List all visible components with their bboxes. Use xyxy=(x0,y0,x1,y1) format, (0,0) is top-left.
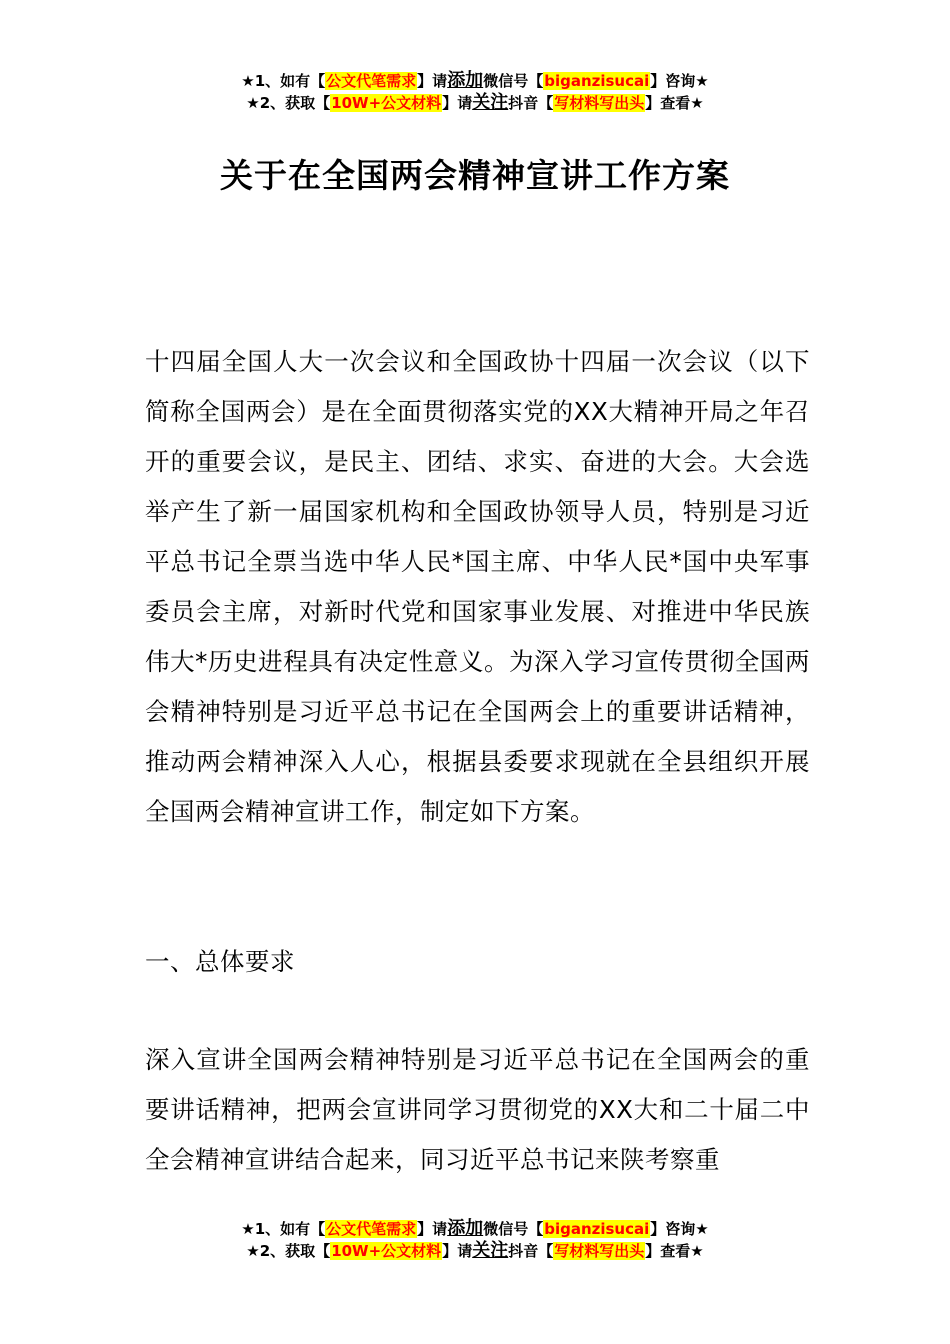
banner-text: 】请 xyxy=(442,94,473,112)
paragraph-2: 深入宣讲全国两会精神特别是习近平总书记在全国两会的重要讲话精神，把两会宣讲同学习贯彻党的XX大和二十届二中全会精神宣讲结合起来，同习近平总书记来陕考察重 xyxy=(145,1045,810,1174)
banner-highlight: 10W+公文材料 xyxy=(331,1242,442,1260)
banner-text: 】查看★ xyxy=(645,1242,704,1260)
banner-highlight: 写材料写出头 xyxy=(554,94,645,112)
banner-text: 】请 xyxy=(442,1242,473,1260)
banner-text: ★1、如有【 xyxy=(241,72,326,90)
banner-line-2 xyxy=(0,1240,950,1262)
banner-line-1 xyxy=(0,1218,950,1240)
banner-highlight: biganzisucai xyxy=(544,72,650,90)
banner-text: ★2、获取【 xyxy=(246,94,331,112)
banner-underlined: 关注 xyxy=(472,1240,509,1261)
paragraph-1: 十四届全国人大一次会议和全国政协十四届一次会议（以下简称全国两会）是在全面贯彻落实党的XX大精神开局之年召开的重要会议，是民主、团结、求实、奋进的大会。大会选举产生了新一届国家机构和全国政协领导人员，特别是习近平总书记全票当选中华人民*国主席、中华人民*国中央军事委员会主席，对新时代党和国家事业发展、对推进中华民族伟大*历史进程具有决定性意义。为深入学习宣传贯彻全国两会精神特别是习近平总书记在全国两会上的重要讲话精神，推动两会精神深入人心，根据县委要求现就在全县组织开展全国两会精神宣讲工作，制定如下方案。 xyxy=(145,347,810,826)
banner-underlined: 添加 xyxy=(447,1218,484,1239)
section-heading-1: 一、总体要求 xyxy=(145,947,295,976)
banner-text: ★1、如有【 xyxy=(241,1220,326,1238)
banner-line-1 xyxy=(0,70,950,92)
banner-highlight: 公文代笔需求 xyxy=(326,72,417,90)
banner-text: 】查看★ xyxy=(645,94,704,112)
banner-line-2 xyxy=(0,92,950,114)
banner-text: 】请 xyxy=(417,1220,448,1238)
banner-text: 】咨询★ xyxy=(650,72,709,90)
banner-highlight: 公文代笔需求 xyxy=(326,1220,417,1238)
banner-highlight: biganzisucai xyxy=(544,1220,650,1238)
banner-text: 】咨询★ xyxy=(650,1220,709,1238)
document-title: 关于在全国两会精神宣讲工作方案 xyxy=(220,156,730,195)
banner-underlined: 添加 xyxy=(447,70,484,91)
banner-text: 微信号【 xyxy=(483,72,544,90)
top-banner xyxy=(0,70,950,114)
banner-text: 抖音【 xyxy=(508,94,554,112)
banner-text: 抖音【 xyxy=(508,1242,554,1260)
bottom-banner xyxy=(0,1218,950,1262)
banner-text: ★2、获取【 xyxy=(246,1242,331,1260)
banner-text: 】请 xyxy=(417,72,448,90)
banner-highlight: 10W+公文材料 xyxy=(331,94,442,112)
banner-underlined: 关注 xyxy=(472,92,509,113)
banner-highlight: 写材料写出头 xyxy=(554,1242,645,1260)
banner-text: 微信号【 xyxy=(483,1220,544,1238)
